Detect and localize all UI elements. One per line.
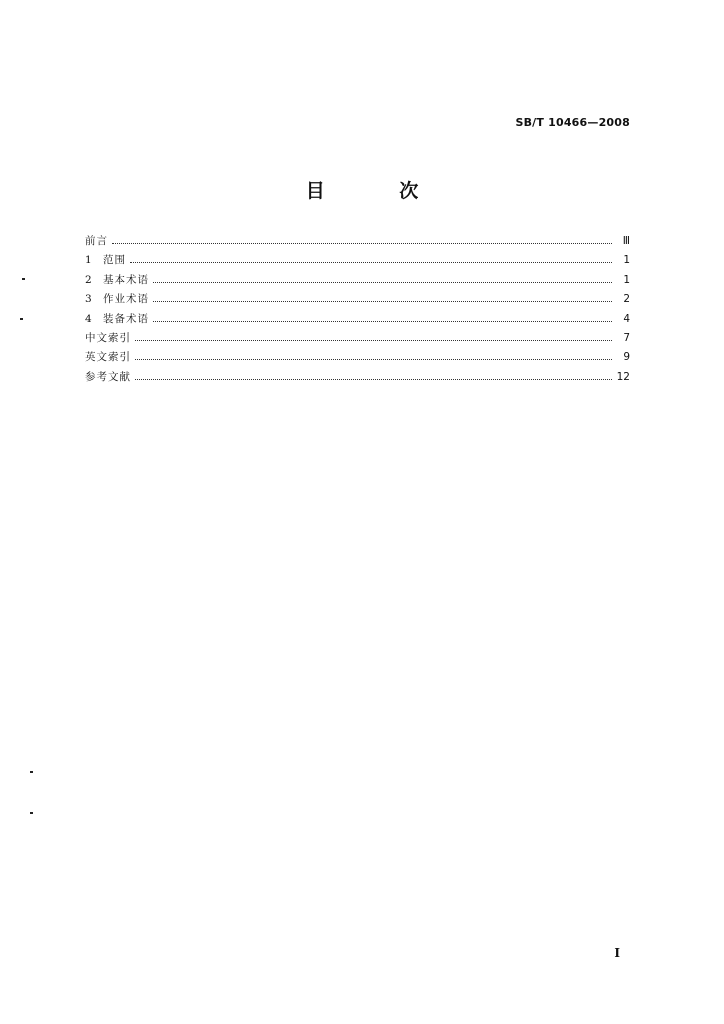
toc-entry-number: 4 [85, 312, 92, 325]
toc-entry-label: 参考文献 [85, 370, 131, 383]
toc-entry-label: 英文索引 [85, 351, 131, 364]
toc-entry-page: 9 [623, 351, 630, 364]
toc-entry-label: 前言 [85, 235, 108, 247]
toc-entry-label: 中文索引 [85, 331, 131, 344]
scan-mark [22, 278, 25, 280]
scan-mark [30, 812, 33, 814]
page-number: I [614, 946, 620, 960]
dot-leader [112, 242, 612, 244]
dot-leader [135, 378, 612, 380]
toc-entry-label: 作业术语 [103, 293, 149, 306]
toc-entry-bibliography[interactable] [85, 368, 630, 387]
toc-entry-operation-terms[interactable] [85, 290, 630, 309]
dot-leader [153, 300, 612, 302]
toc-entry-label: 基本术语 [103, 273, 149, 286]
scan-mark [20, 318, 23, 320]
toc-entry-page: 12 [616, 370, 630, 383]
dot-leader [135, 358, 612, 360]
toc-entry-foreword[interactable] [85, 232, 630, 251]
toc-entry-chinese-index[interactable] [85, 329, 630, 348]
toc-entry-label: 装备术语 [103, 312, 149, 325]
table-of-contents [85, 232, 630, 387]
toc-entry-scope[interactable] [85, 251, 630, 270]
dot-leader [153, 281, 612, 283]
toc-entry-number: 1 [85, 254, 92, 267]
toc-title: 目 次 [305, 180, 453, 202]
toc-entry-page: Ⅲ [622, 235, 630, 247]
toc-entry-page: 7 [623, 331, 630, 344]
toc-entry-english-index[interactable] [85, 348, 630, 367]
toc-entry-page: 4 [623, 312, 630, 325]
dot-leader [130, 261, 612, 263]
toc-entry-page: 2 [623, 293, 630, 306]
standard-code: SB/T 10466—2008 [515, 116, 630, 129]
toc-entry-label: 范围 [103, 254, 126, 267]
dot-leader [135, 339, 612, 341]
toc-entry-number: 3 [85, 293, 92, 306]
toc-entry-equipment-terms[interactable] [85, 310, 630, 329]
scan-mark [30, 771, 33, 773]
toc-entry-page: 1 [623, 254, 630, 267]
dot-leader [153, 320, 612, 322]
toc-entry-number: 2 [85, 273, 92, 286]
toc-entry-basic-terms[interactable] [85, 271, 630, 290]
toc-entry-page: 1 [623, 273, 630, 286]
